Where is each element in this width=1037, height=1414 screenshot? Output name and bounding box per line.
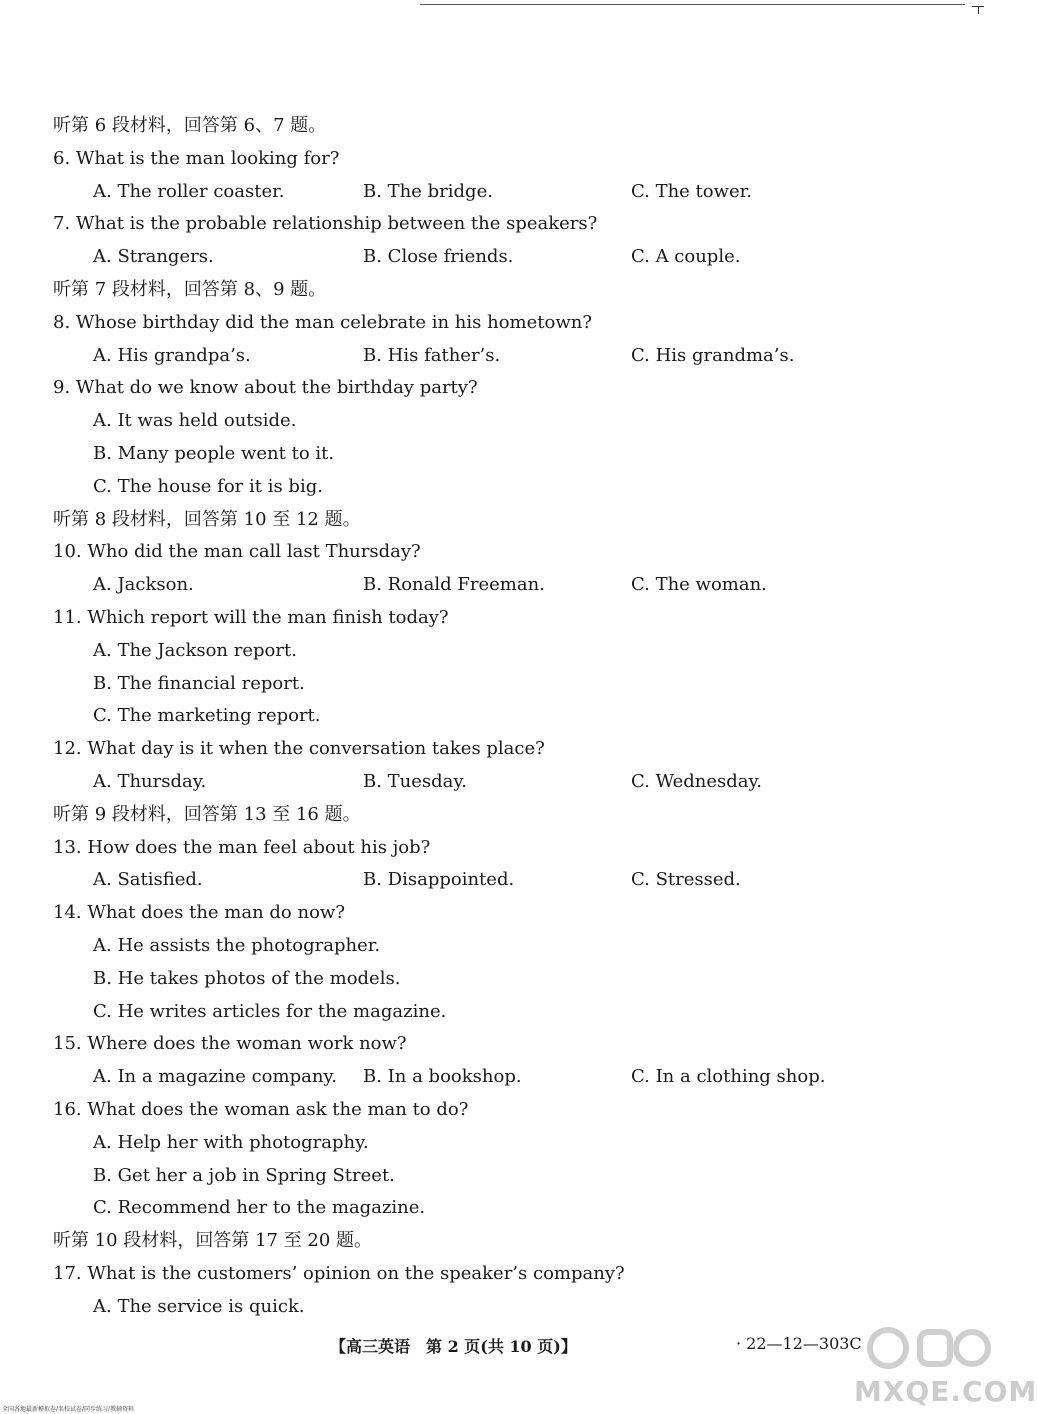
answer-option: C. In a clothing shop. <box>631 1066 826 1088</box>
answer-option: C. He writes articles for the magazine. <box>93 1000 447 1022</box>
answer-option: A. The service is quick. <box>93 1295 305 1317</box>
section-intro: 听第 9 段材料，回答第 13 至 16 题。 <box>53 803 361 825</box>
question-stem: 11. Which report will the man finish today? <box>53 606 449 628</box>
answer-option: B. The financial report. <box>93 672 305 694</box>
question-stem: 15. Where does the woman work now? <box>53 1033 407 1055</box>
answer-option: C. The tower. <box>631 180 753 202</box>
option-row <box>53 864 953 897</box>
answer-option: C. Stressed. <box>631 869 741 891</box>
answer-option: C. Wednesday. <box>631 770 763 792</box>
section-intro: 听第 7 段材料，回答第 8、9 题。 <box>53 278 327 300</box>
answer-option: B. He takes photos of the models. <box>93 967 401 989</box>
question-stem: 12. What day is it when the conversation takes place? <box>53 738 545 760</box>
answer-option: A. The Jackson report. <box>93 639 297 661</box>
answer-option: A. He assists the photographer. <box>93 934 381 956</box>
option-row <box>53 340 953 373</box>
question-stem: 10. Who did the man call last Thursday? <box>53 541 421 563</box>
option-row <box>53 766 953 799</box>
answer-option: A. Help her with photography. <box>93 1131 369 1153</box>
question-stem: 6. What is the man looking for? <box>53 147 340 169</box>
watermark-text: MXQE.COM <box>854 1375 1037 1408</box>
page-footer-title: 【高三英语 第 2 页(共 10 页)】 <box>330 1337 577 1356</box>
answer-option: A. In a magazine company. <box>93 1066 337 1088</box>
answer-option: A. The roller coaster. <box>93 180 285 202</box>
corner-crop-mark <box>972 0 986 14</box>
answer-option: B. The bridge. <box>363 180 493 202</box>
top-rule <box>420 4 965 5</box>
answer-option: A. Jackson. <box>93 574 194 596</box>
answer-option: C. His grandma’s. <box>631 344 795 366</box>
answer-option: B. Tuesday. <box>363 770 467 792</box>
section-intro: 听第 6 段材料，回答第 6、7 题。 <box>53 115 327 136</box>
answer-option: A. Thursday. <box>93 770 207 792</box>
answer-option: B. Many people went to it. <box>93 442 335 464</box>
answer-option: B. In a bookshop. <box>363 1066 522 1088</box>
answer-option: A. It was held outside. <box>93 410 297 432</box>
answer-option: C. The house for it is big. <box>93 475 323 497</box>
footer-small-print: 全国各地最新模拟卷/名校试卷/同步练习/教辅资料 <box>2 1406 135 1413</box>
section-intro: 听第 8 段材料，回答第 10 至 12 题。 <box>53 508 361 530</box>
question-list <box>53 110 953 1323</box>
option-row <box>53 569 953 602</box>
option-row <box>53 241 953 274</box>
answer-option: B. Close friends. <box>363 246 514 268</box>
answer-option: B. Ronald Freeman. <box>363 574 545 596</box>
answer-option: B. His father’s. <box>363 344 501 366</box>
answer-option: C. The woman. <box>631 574 767 596</box>
question-stem: 8. Whose birthday did the man celebrate in his hometown? <box>53 311 592 333</box>
answer-option: C. The marketing report. <box>93 705 321 727</box>
option-row <box>53 1061 953 1094</box>
option-row <box>53 176 953 209</box>
answer-option: A. Satisfied. <box>93 869 203 891</box>
answer-option: A. Strangers. <box>93 246 214 268</box>
question-stem: 17. What is the customers’ opinion on the speaker’s company? <box>53 1262 625 1284</box>
answer-option: C. Recommend her to the magazine. <box>93 1197 426 1219</box>
section-intro: 听第 10 段材料，回答第 17 至 20 题。 <box>53 1230 373 1252</box>
question-stem: 9. What do we know about the birthday party? <box>53 377 478 399</box>
question-stem: 16. What does the woman ask the man to do? <box>53 1098 469 1120</box>
answer-option: B. Get her a job in Spring Street. <box>93 1164 395 1186</box>
page-footer-code: · 22—12—303C · <box>736 1334 872 1353</box>
question-stem: 13. How does the man feel about his job? <box>53 836 431 858</box>
answer-option: B. Disappointed. <box>363 869 515 891</box>
answer-option: A. His grandpa’s. <box>93 344 251 366</box>
question-stem: 7. What is the probable relationship between the speakers? <box>53 213 598 235</box>
question-stem: 14. What does the man do now? <box>53 902 345 924</box>
answer-option: C. A couple. <box>631 246 741 268</box>
